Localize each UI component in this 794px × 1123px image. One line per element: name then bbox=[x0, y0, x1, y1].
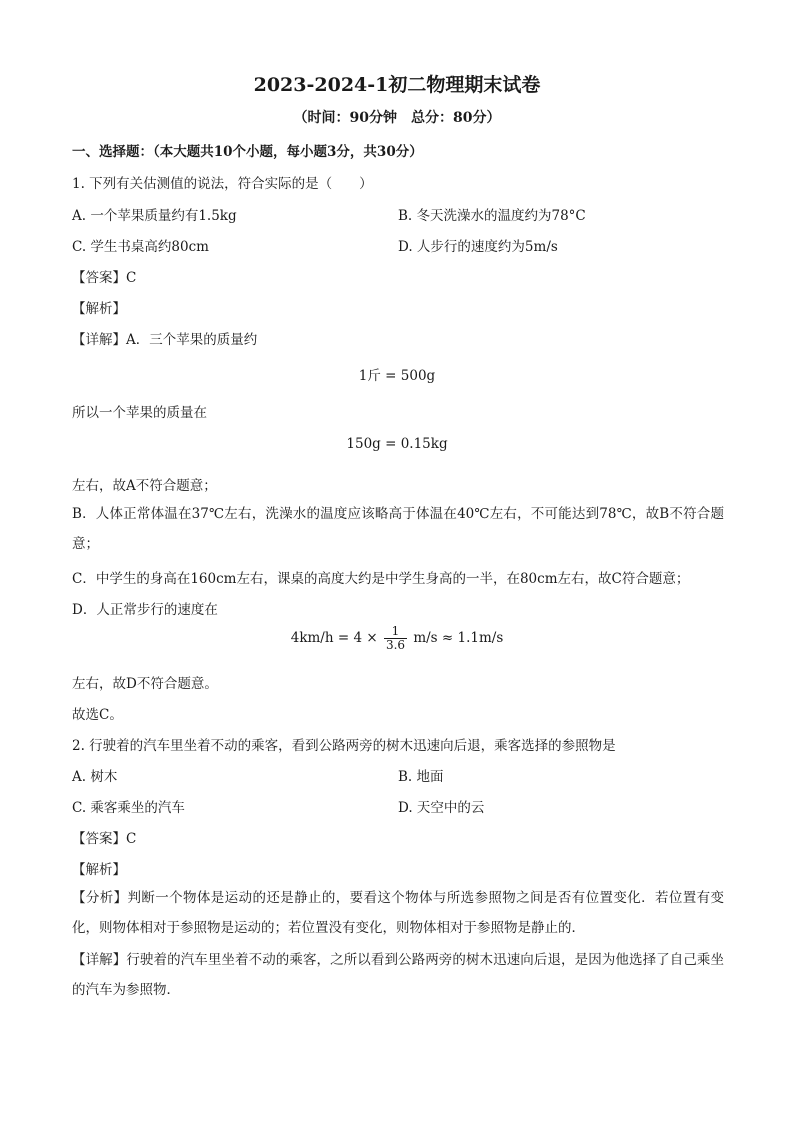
question-2-stem: 2. 行驶着的汽车里坐着不动的乘客，看到公路两旁的树木迅速向后退，乘客选择的参照物是 bbox=[72, 738, 616, 754]
q2-answer: 【答案】C bbox=[72, 831, 137, 847]
q2-option-c: C. 乘客乘坐的汽车 bbox=[72, 800, 185, 816]
q1-formula-2: 150g = 0.15kg bbox=[346, 436, 448, 452]
formula-3-left: 4km/h = 4 × bbox=[290, 630, 378, 647]
fraction bbox=[384, 625, 407, 652]
q2-detail: 【详解】行驶着的汽车里坐着不动的乘客，之所以看到公路两旁的树木迅速向后退，是因为他选择了自己乘坐的汽车为参照物． bbox=[72, 952, 724, 998]
q1-option-c: C. 学生书桌高约80cm bbox=[72, 239, 209, 255]
q1-answer: 【答案】C bbox=[72, 270, 137, 286]
q2-option-a: A. 树木 bbox=[72, 769, 118, 785]
q1-text-3: 左右，故A不符合题意； bbox=[72, 478, 217, 494]
q1-option-b: B. 冬天洗澡水的温度约为78°C bbox=[398, 208, 586, 224]
q1-option-a: A. 一个苹果质量约有1.5kg bbox=[72, 208, 237, 224]
q1-formula-3 bbox=[0, 625, 794, 652]
q1-analysis-label: 【解析】 bbox=[72, 301, 126, 317]
fraction-denominator: 3.6 bbox=[385, 638, 406, 653]
q1-detail-c: C．中学生的身高在160cm左右，课桌的高度大约是中学生身高的一半，在80cm左右，故C符合题意； bbox=[72, 571, 690, 587]
q1-conclusion: 故选C。 bbox=[72, 707, 123, 723]
section-heading: 一、选择题：（本大题共10个小题，每小题3分，共30分） bbox=[72, 144, 423, 160]
q1-detail-b: B．人体正常体温在37℃左右，洗澡水的温度应该略高于体温在40℃左右，不可能达到78℃，故B不符合题意； bbox=[72, 506, 724, 552]
question-1-stem: 1. 下列有关估测值的说法，符合实际的是（ ） bbox=[72, 176, 373, 192]
q2-option-b: B. 地面 bbox=[398, 769, 444, 785]
q1-option-d: D. 人步行的速度约为5m/s bbox=[398, 239, 558, 255]
formula-3-right: m/s ≈ 1.1m/s bbox=[413, 630, 504, 647]
q2-analysis: 【分析】判断一个物体是运动的还是静止的，要看这个物体与所选参照物之间是否有位置变化．若位置有变化，则物体相对于参照物是运动的；若位置没有变化，则物体相对于参照物是静止的． bbox=[72, 890, 724, 936]
q1-detail-d: D．人正常步行的速度在 bbox=[72, 602, 218, 618]
q1-text-7: 左右，故D不符合题意。 bbox=[72, 676, 218, 692]
page-title: 2023-2024-1初二物理期末试卷 bbox=[253, 74, 541, 96]
q1-text-2: 所以一个苹果的质量在 bbox=[72, 405, 207, 421]
q2-option-d: D. 天空中的云 bbox=[398, 800, 485, 816]
q1-detail-a: 【详解】A．三个苹果的质量约 bbox=[72, 332, 258, 348]
exam-info: （时间：90分钟 总分：80分） bbox=[293, 110, 501, 126]
q2-analysis-label: 【解析】 bbox=[72, 862, 126, 878]
fraction-numerator: 1 bbox=[384, 625, 407, 639]
q1-formula-1: 1斤 = 500g bbox=[358, 368, 436, 384]
